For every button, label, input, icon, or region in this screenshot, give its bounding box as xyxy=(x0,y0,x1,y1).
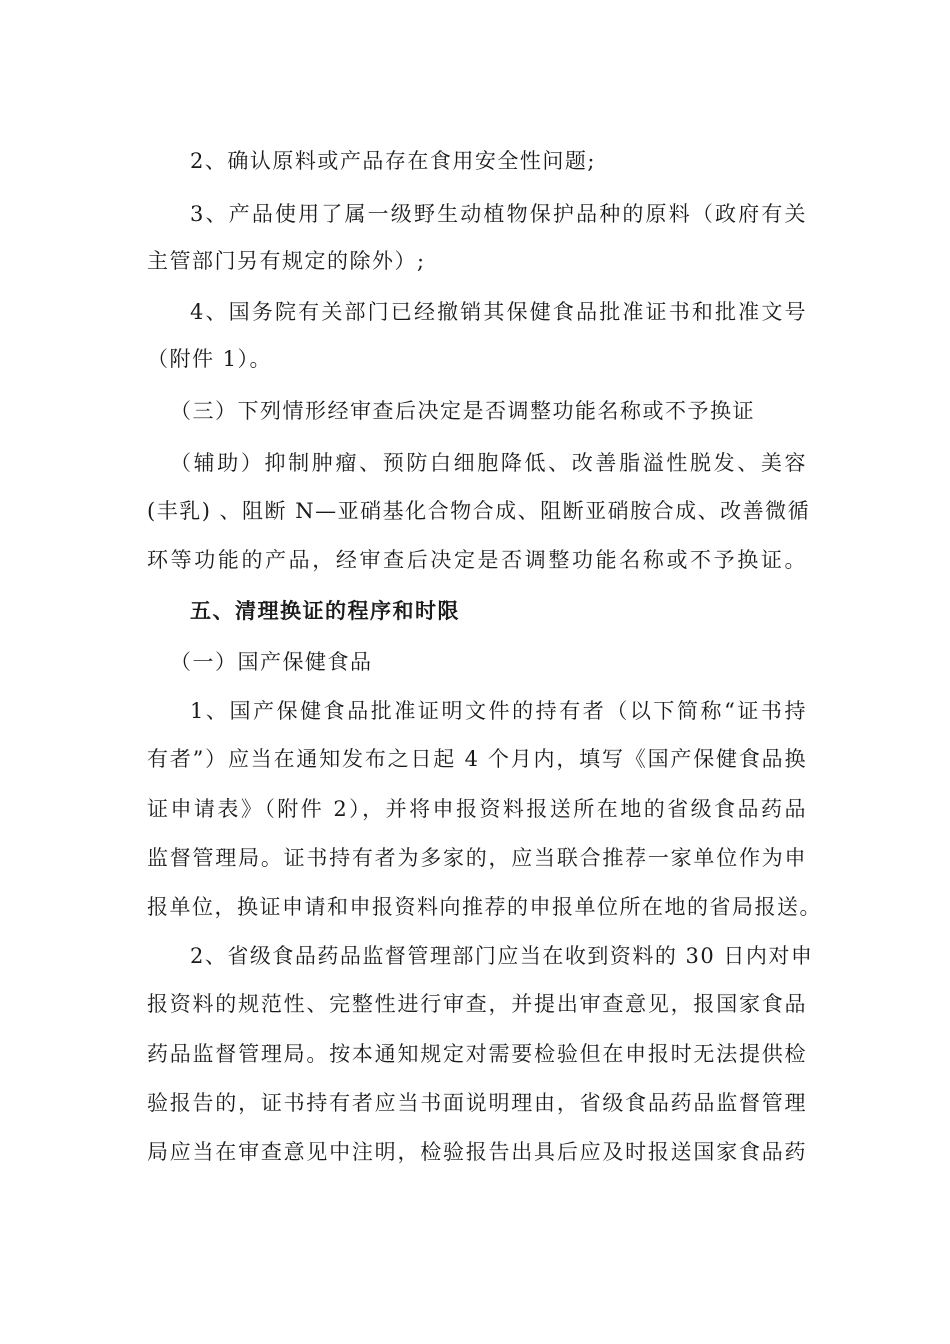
item-1-line-4: 监督管理局。证书持有者为多家的，应当联合推荐一家单位作为申 xyxy=(147,846,807,870)
item-4-revoked: 4、国务院有关部门已经撤销其保健食品批准证书和批准文号 xyxy=(190,300,807,324)
item-2-safety-issue: 2、确认原料或产品存在食用安全性问题; xyxy=(190,149,596,173)
paragraph-functions-line-3: 环等功能的产品，经审查后决定是否调整功能名称或不予换证。 xyxy=(147,548,807,572)
item-1-line-3: 证申请表》（附件 2），并将申报资料报送所在地的省级食品药品 xyxy=(147,797,807,821)
item-2-line-5: 局应当在审查意见中注明，检验报告出具后应及时报送国家食品药 xyxy=(147,1140,807,1164)
section-three-heading: （三）下列情形经审查后决定是否调整功能名称或不予换证 xyxy=(170,399,755,423)
item-2-line-2: 报资料的规范性、完整性进行审查，并提出审查意见，报国家食品 xyxy=(147,992,807,1016)
item-1-line-1: 1、国产保健食品批准证明文件的持有者（以下简称“证书持 xyxy=(190,699,807,723)
section-five-heading: 五、清理换证的程序和时限 xyxy=(190,599,460,623)
item-2-line-1: 2、省级食品药品监督管理部门应当在收到资料的 30 日内对申 xyxy=(190,944,814,968)
item-3-protected-species: 3、产品使用了属一级野生动植物保护品种的原料（政府有关 xyxy=(190,202,807,226)
item-4-continuation: （附件 1）。 xyxy=(147,347,273,371)
item-3-continuation: 主管部门另有规定的除外）; xyxy=(147,249,426,273)
subsection-domestic-heading: （一）国产保健食品 xyxy=(170,650,373,674)
item-1-line-5: 报单位，换证申请和申报资料向推荐的申报单位所在地的省局报送。 xyxy=(147,895,822,919)
paragraph-functions-line-1: （辅助）抑制肿瘤、预防白细胞降低、改善脂溢性脱发、美容 xyxy=(170,451,807,475)
item-2-line-3: 药品监督管理局。按本通知规定对需要检验但在申报时无法提供检 xyxy=(147,1042,807,1066)
paragraph-functions-line-2: (丰乳) 、阻断 N—亚硝基化合物合成、阻断亚硝胺合成、改善微循 xyxy=(147,499,811,523)
item-1-line-2: 有者”）应当在通知发布之日起 4 个月内，填写《国产保健食品换 xyxy=(147,747,807,771)
item-2-line-4: 验报告的，证书持有者应当书面说明理由，省级食品药品监督管理 xyxy=(147,1091,807,1115)
